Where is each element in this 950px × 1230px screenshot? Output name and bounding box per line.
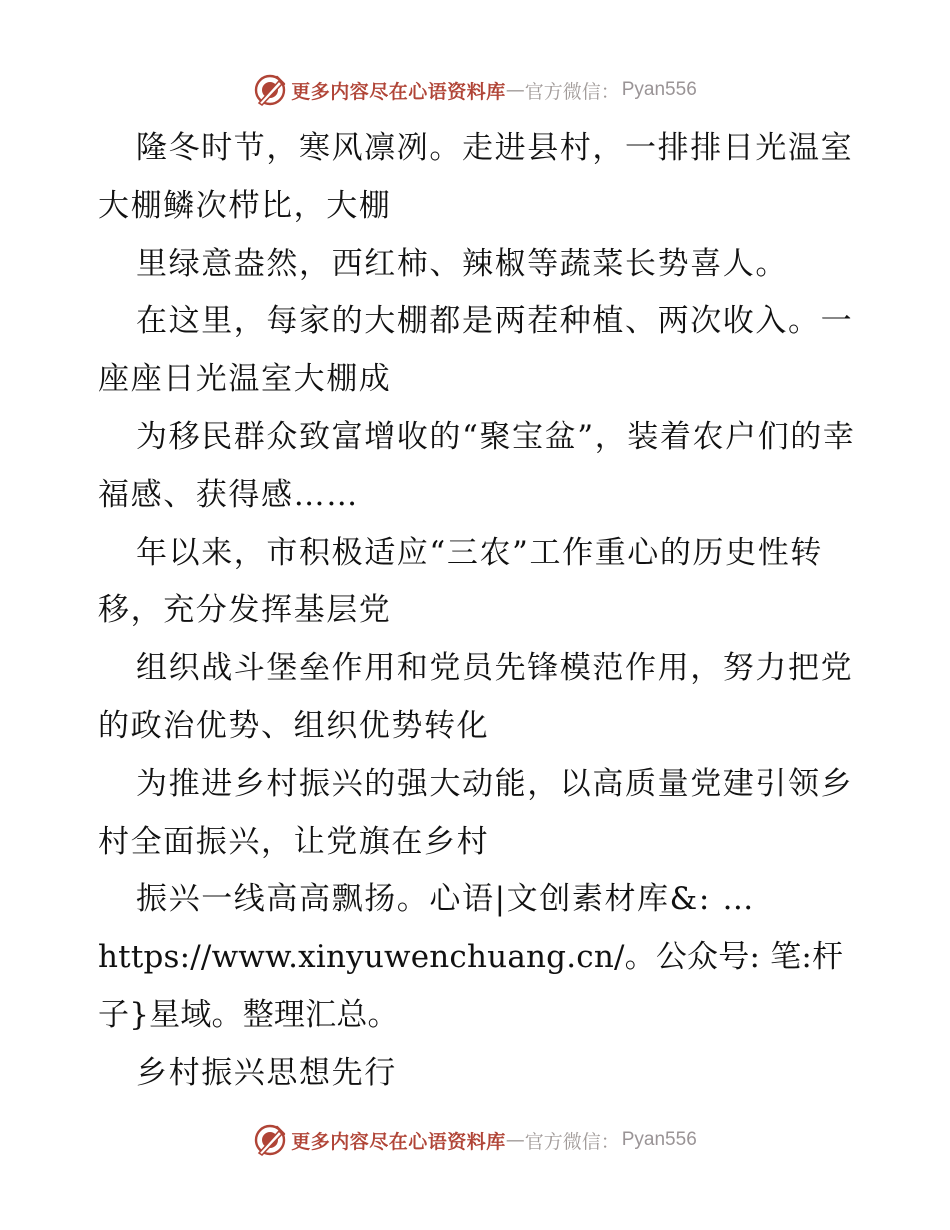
banner-wechat-id: Pyan556 [621, 1129, 697, 1150]
paragraph: 里绿意盎然，西红柿、辣椒等蔬菜长势喜人。 [136, 245, 788, 282]
body-text [98, 120, 858, 1103]
paragraph: 在这里，每家的大棚都是两茬种植、两次收入。一座座日光温室大棚成 [98, 303, 854, 398]
header-watermark [0, 70, 950, 110]
paragraph: 隆冬时节，寒风凛冽。走进县村，一排排日光温室大棚鳞次栉比，大棚 [98, 130, 854, 224]
pen-logo-icon [253, 1123, 287, 1157]
banner-title: 更多内容尽在心语资料库 [291, 1130, 506, 1153]
paragraph: 为移民群众致富增收的“聚宝盆”，装着农户们的幸福感、获得感…… [98, 418, 856, 513]
paragraph: 组织战斗堡垒作用和党员先锋模范作用，努力把党的政治优势、组织优势转化 [98, 650, 854, 744]
banner-title: 更多内容尽在心语资料库 [291, 80, 506, 103]
banner-dash: — [505, 1129, 525, 1151]
paragraph: 振兴一线高高飘扬。心语|文创素材库&: … [136, 881, 755, 918]
banner-dash: — [505, 79, 525, 101]
pen-logo-icon [253, 73, 287, 107]
footer-watermark [0, 1120, 950, 1160]
paragraph: 为推进乡村振兴的强大动能，以高质量党建引领乡村全面振兴，让党旗在乡村 [98, 765, 854, 860]
banner-wechat-id: Pyan556 [621, 79, 697, 100]
paragraph: 年以来，市积极适应“三农”工作重心的历史性转移，充分发挥基层党 [98, 534, 823, 629]
banner-wechat-label: 官方微信： [524, 80, 620, 103]
banner-wechat-label: 官方微信： [524, 1130, 620, 1153]
paragraph: 乡村振兴思想先行 [136, 1054, 397, 1091]
paragraph-url: https://www.xinyuwenchuang.cn/。公众号: 笔:杆子}星域。整理汇总。 [98, 939, 844, 1033]
